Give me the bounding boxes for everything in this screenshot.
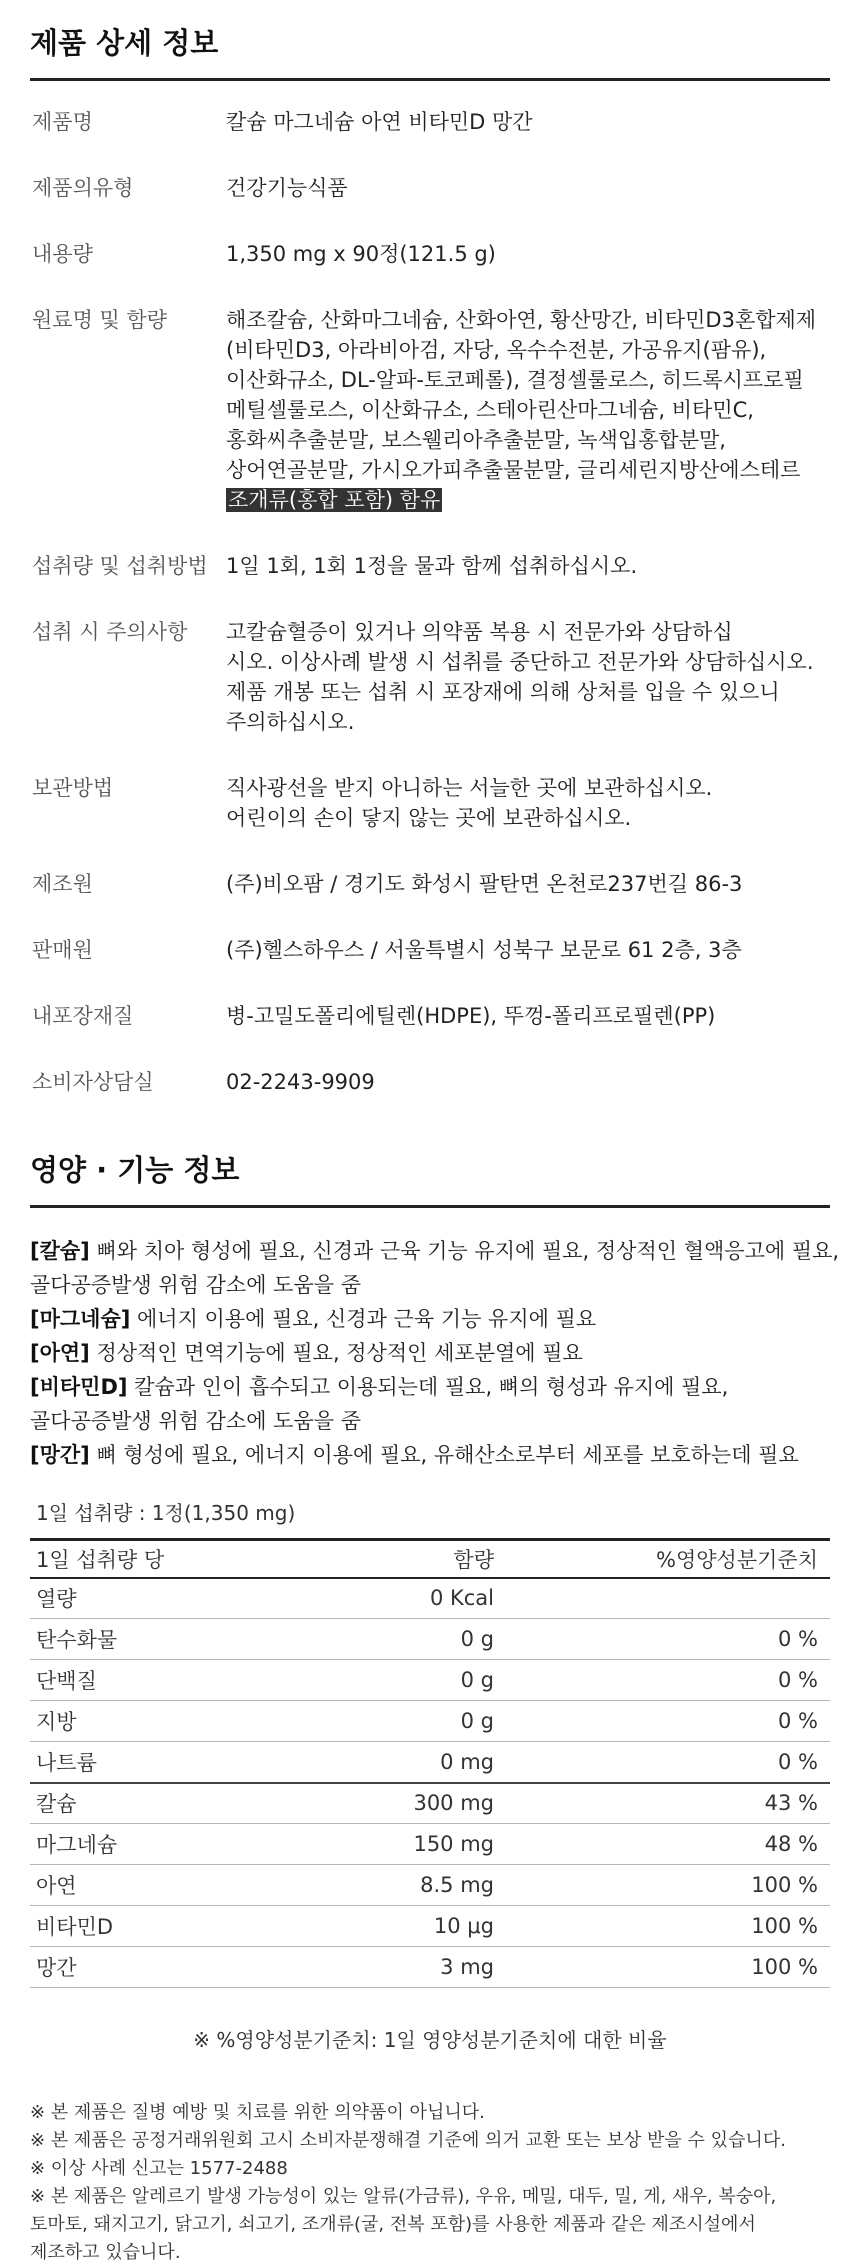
- info-value-line: (비타민D3, 아라비아검, 자당, 옥수수전분, 가공유지(팜유),: [226, 338, 767, 362]
- nutrition-row: [30, 1906, 830, 1947]
- nutrient-daily-value: [500, 1578, 830, 1619]
- info-row: [30, 239, 830, 269]
- nutrient-daily-value: 100 %: [500, 1947, 830, 1988]
- nutrition-functions: [30, 1208, 840, 1472]
- function-tag: [망간]: [30, 1443, 90, 1467]
- info-value-line: (주)헬스하우스 / 서울특별시 성북구 보문로 61 2층, 3층: [226, 938, 742, 962]
- nutrient-daily-value: 0 %: [500, 1701, 830, 1742]
- function-line: [30, 1302, 830, 1336]
- nutrient-daily-value: 0 %: [500, 1660, 830, 1701]
- info-value: [226, 1001, 830, 1031]
- notice-line: 토마토, 돼지고기, 닭고기, 쇠고기, 조개류(굴, 전복 포함)를 사용한 제품과 같은 제조시설에서: [30, 2214, 756, 2235]
- info-value-line: 직사광선을 받지 아니하는 서늘한 곳에 보관하십시오.: [226, 776, 713, 800]
- function-tag: [마그네슘]: [30, 1307, 131, 1331]
- nutrition-row: [30, 1783, 830, 1824]
- function-text: 에너지 이용에 필요, 신경과 근육 기능 유지에 필요: [130, 1307, 597, 1331]
- nutrient-name: 열량: [30, 1578, 350, 1619]
- function-line: [30, 1370, 830, 1404]
- info-row: [30, 107, 830, 137]
- function-tag: [칼슘]: [30, 1239, 90, 1263]
- info-value-line: 1일 1회, 1회 1정을 물과 함께 섭취하십시오.: [226, 554, 638, 578]
- info-row: [30, 617, 830, 737]
- nutrient-daily-value: 43 %: [500, 1783, 830, 1824]
- info-key: 내용량: [32, 242, 93, 266]
- function-line: [30, 1234, 840, 1268]
- info-value: [226, 1067, 830, 1097]
- info-row: [30, 173, 830, 203]
- nutrient-amount: 0 g: [350, 1701, 500, 1742]
- info-value-line: 어린이의 손이 닿지 않는 곳에 보관하십시오.: [226, 806, 632, 830]
- nutrition-title: 영양 · 기능 정보: [30, 1153, 240, 1187]
- nutrient-amount: 0 mg: [350, 1742, 500, 1783]
- serving-size: 1일 섭취량 : 1정(1,350 mg): [36, 1501, 296, 1525]
- nutrient-name: 망간: [30, 1947, 350, 1988]
- function-item: [30, 1370, 830, 1438]
- info-key: 섭취량 및 섭취방법: [32, 554, 208, 578]
- function-text: 골다공증발생 위험 감소에 도움을 줌: [30, 1273, 361, 1297]
- info-row: [30, 305, 830, 515]
- nutrition-row: [30, 1578, 830, 1619]
- nutrient-amount: 150 mg: [350, 1824, 500, 1865]
- product-info-title: 제품 상세 정보: [30, 26, 219, 60]
- info-row: [30, 869, 830, 899]
- nutrient-name: 칼슘: [30, 1783, 350, 1824]
- nutrient-name: 비타민D: [30, 1906, 350, 1947]
- info-value-line: 시오. 이상사례 발생 시 섭취를 중단하고 전문가와 상담하십시오.: [226, 650, 814, 674]
- nutrition-row: [30, 1865, 830, 1906]
- info-value-line: 고칼슘혈증이 있거나 의약품 복용 시 전문가와 상담하십: [226, 620, 733, 644]
- info-value: [226, 239, 830, 269]
- nutrition-row: [30, 1619, 830, 1660]
- function-line: [30, 1336, 830, 1370]
- header-per-serving: 1일 섭취량 당: [30, 1540, 350, 1578]
- notice-line: 제조하고 있습니다.: [30, 2242, 181, 2263]
- info-value: [226, 551, 830, 581]
- function-tag: [아연]: [30, 1341, 90, 1365]
- nutrient-name: 아연: [30, 1865, 350, 1906]
- nutrition-row: [30, 1742, 830, 1783]
- info-value: [226, 869, 830, 899]
- info-row: [30, 1001, 830, 1031]
- info-key: 소비자상담실: [32, 1070, 154, 1094]
- info-key: 섭취 시 주의사항: [32, 620, 188, 644]
- info-value-line: 주의하십시오.: [226, 710, 355, 734]
- function-tag: [비타민D]: [30, 1375, 128, 1399]
- notice-line: ※ 본 제품은 질병 예방 및 치료를 위한 의약품이 아닙니다.: [30, 2102, 485, 2123]
- info-value-line: 건강기능식품: [226, 176, 348, 200]
- notice-line: ※ 이상 사례 신고는 1577-2488: [30, 2158, 288, 2179]
- info-value: [226, 305, 830, 515]
- info-value-line: 병-고밀도폴리에틸렌(HDPE), 뚜껑-폴리프로필렌(PP): [226, 1004, 716, 1028]
- info-key: 원료명 및 함량: [32, 308, 168, 332]
- function-line: [30, 1268, 830, 1302]
- nutrition-table-header: [30, 1540, 830, 1578]
- nutrient-daily-value: 0 %: [500, 1742, 830, 1783]
- info-key: 판매원: [32, 938, 93, 962]
- notices: [30, 2099, 830, 2267]
- nutrient-daily-value: 0 %: [500, 1619, 830, 1660]
- product-info-list: [30, 81, 830, 1097]
- info-row: [30, 551, 830, 581]
- function-text: 뼈 형성에 필요, 에너지 이용에 필요, 유해산소로부터 세포를 보호하는데 필요: [89, 1443, 799, 1467]
- info-value-line: 이산화규소, DL-알파-토코페롤), 결정셀룰로스, 히드록시프로필: [226, 368, 804, 392]
- info-value-line: 제품 개봉 또는 섭취 시 포장재에 의해 상처를 입을 수 있으니: [226, 680, 780, 704]
- nutrition-row: [30, 1824, 830, 1865]
- nutrient-daily-value: 48 %: [500, 1824, 830, 1865]
- function-text: 정상적인 면역기능에 필요, 정상적인 세포분열에 필요: [89, 1341, 583, 1365]
- notice-line: ※ 본 제품은 공정거래위원회 고시 소비자분쟁해결 기준에 의거 교환 또는 보상 받을 수 있습니다.: [30, 2130, 786, 2151]
- info-value-line: 02-2243-9909: [226, 1070, 375, 1094]
- nutrient-daily-value: 100 %: [500, 1865, 830, 1906]
- info-row: [30, 935, 830, 965]
- nutrient-amount: 3 mg: [350, 1947, 500, 1988]
- function-text: 뼈와 치아 형성에 필요, 신경과 근육 기능 유지에 필요, 정상적인 혈액응고에 필요,: [89, 1239, 840, 1263]
- header-daily-value: %영양성분기준치: [500, 1540, 830, 1578]
- notice-line: ※ 본 제품은 알레르기 발생 가능성이 있는 알류(가금류), 우유, 메밀, 대두, 밀, 게, 새우, 복숭아,: [30, 2186, 777, 2207]
- info-value: [226, 935, 830, 965]
- allergen-highlight: 조개류(홍합 포함) 함유: [228, 488, 441, 512]
- nutrition-row: [30, 1947, 830, 1988]
- info-key: 제조원: [32, 872, 93, 896]
- nutrient-amount: 10 μg: [350, 1906, 500, 1947]
- nutrient-name: 마그네슘: [30, 1824, 350, 1865]
- info-key: 제품명: [32, 110, 93, 134]
- nutrient-name: 나트륨: [30, 1742, 350, 1783]
- info-value-line: 해조칼슘, 산화마그네슘, 산화아연, 황산망간, 비타민D3혼합제제: [226, 308, 817, 332]
- nutrient-amount: 0 Kcal: [350, 1578, 500, 1619]
- info-key: 보관방법: [32, 776, 114, 800]
- nutrition-table: [30, 1538, 830, 1988]
- info-value-line: 칼슘 마그네슘 아연 비타민D 망간: [226, 110, 533, 134]
- info-value: [226, 773, 830, 833]
- info-row: [30, 1067, 830, 1097]
- nutrient-amount: 8.5 mg: [350, 1865, 500, 1906]
- function-item: [30, 1336, 830, 1370]
- info-value: [226, 617, 830, 737]
- function-item: [30, 1234, 840, 1302]
- nutrient-daily-value: 100 %: [500, 1906, 830, 1947]
- nutrient-amount: 300 mg: [350, 1783, 500, 1824]
- nutrient-name: 지방: [30, 1701, 350, 1742]
- info-value-line: 상어연골분말, 가시오가피추출물분말, 글리세린지방산에스테르: [226, 458, 801, 482]
- function-item: [30, 1438, 830, 1472]
- info-value: [226, 173, 830, 203]
- nutrient-name: 단백질: [30, 1660, 350, 1701]
- info-value: [226, 107, 830, 137]
- function-text: 칼슘과 인이 흡수되고 이용되는데 필요, 뼈의 형성과 유지에 필요,: [127, 1375, 729, 1399]
- info-key: 내포장재질: [32, 1004, 134, 1028]
- info-value-line: [226, 485, 830, 515]
- nutrient-amount: 0 g: [350, 1660, 500, 1701]
- nutrition-row: [30, 1660, 830, 1701]
- function-line: [30, 1438, 830, 1472]
- nutrition-row: [30, 1701, 830, 1742]
- function-item: [30, 1302, 830, 1336]
- daily-value-note: ※ %영양성분기준치: 1일 영양성분기준치에 대한 비율: [193, 2028, 667, 2052]
- info-row: [30, 773, 830, 833]
- info-value-line: 홍화씨추출분말, 보스웰리아추출분말, 녹색입홍합분말,: [226, 428, 726, 452]
- info-key: 제품의유형: [32, 176, 134, 200]
- info-value-line: 1,350 mg x 90정(121.5 g): [226, 242, 496, 266]
- function-text: 골다공증발생 위험 감소에 도움을 줌: [30, 1409, 361, 1433]
- info-value-line: (주)비오팜 / 경기도 화성시 팔탄면 온천로237번길 86-3: [226, 872, 743, 896]
- header-amount: 함량: [350, 1540, 500, 1578]
- function-line: [30, 1404, 830, 1438]
- nutrient-amount: 0 g: [350, 1619, 500, 1660]
- nutrient-name: 탄수화물: [30, 1619, 350, 1660]
- info-value-line: 메틸셀룰로스, 이산화규소, 스테아린산마그네슘, 비타민C,: [226, 398, 754, 422]
